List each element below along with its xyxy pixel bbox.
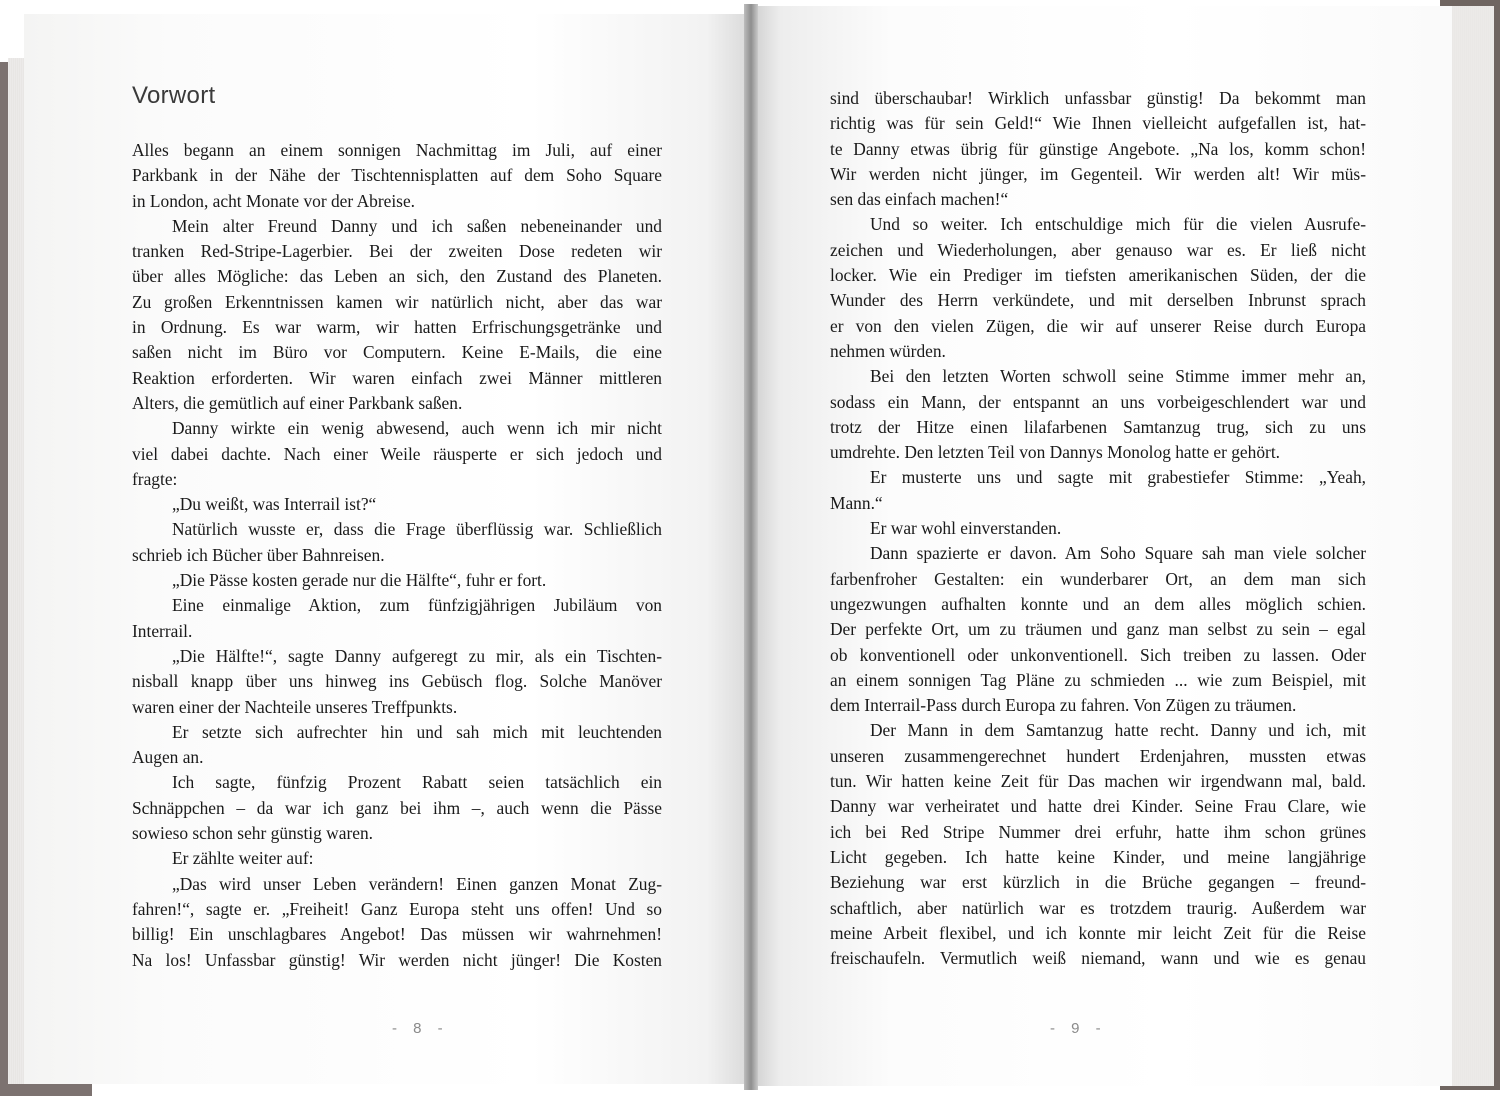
text-line: saßen nicht im Büro vor Computern. Keine E-Mails, die eine xyxy=(132,342,662,363)
text-line: Mein alter Freund Danny und ich saßen nebeneinander und xyxy=(172,215,662,236)
text-line: Er zählte weiter auf: xyxy=(172,848,314,869)
text-line: unseren zusammengerechnet hundert Erdenjahren, mussten etwas xyxy=(830,745,1366,766)
text-line: richtig was für sein Geld!“ Wie Ihnen vielleicht aufgefallen ist, hat- xyxy=(830,113,1366,134)
text-line: ich bei Red Stripe Nummer drei erfuhr, hatte ihm schon grünes xyxy=(830,821,1366,842)
text-line: Alters, die gemütlich auf einer Parkbank saßen. xyxy=(132,392,463,413)
text-line: Reaktion erforderten. Wir waren einfach zwei Männer mittleren xyxy=(132,367,662,388)
page-number-right: - 9 - xyxy=(1050,1020,1107,1037)
text-line: te Danny etwas übrig für günstige Angebote. „Na los, komm schon! xyxy=(830,138,1366,159)
text-line: ungezwungen aufhalten konnte und an dem alles möglich schien. xyxy=(830,593,1366,614)
text-line: in Ordnung. Es war warm, wir hatten Erfrischungsgetränke und xyxy=(132,317,662,338)
text-line: ob konventionell oder unkonventionell. Sich treiben zu lassen. Oder xyxy=(830,644,1366,665)
text-line: Parkbank in der Nähe der Tischtennisplatten auf dem Soho Square xyxy=(132,165,662,186)
text-line: sen das einfach machen!“ xyxy=(830,189,1009,210)
text-line: fahren!“, sagte er. „Freiheit! Ganz Europa steht uns offen! Und so xyxy=(132,898,662,919)
text-line: Zu großen Erkenntnissen kamen wir natürlich nicht, aber das war xyxy=(132,291,662,312)
text-line: Licht gegeben. Ich hatte keine Kinder, und meine langjährige xyxy=(830,846,1366,867)
text-line: Danny wirkte ein wenig abwesend, auch wenn ich mir nicht xyxy=(172,418,662,439)
text-line: Ich sagte, fünfzig Prozent Rabatt seien tatsächlich ein xyxy=(172,772,662,793)
text-line: meine Arbeit flexibel, und ich konnte mir leicht Zeit für die Reise xyxy=(830,922,1366,943)
text-line: waren einer der Nachteile unseres Treffpunkts. xyxy=(132,696,458,717)
text-line: Und so weiter. Ich entschuldige mich für die vielen Ausrufe- xyxy=(870,214,1366,235)
text-line: Mann.“ xyxy=(830,492,883,513)
text-line: schrieb ich Bücher über Bahnreisen. xyxy=(132,544,385,565)
text-line: Augen an. xyxy=(132,747,204,768)
text-line: Interrail. xyxy=(132,620,193,641)
right-page-text xyxy=(830,86,1366,971)
text-line: zeichen und Wiederholungen, aber genauso war es. Er ließ nicht xyxy=(830,239,1366,260)
text-line: sodass ein Mann, der entspannt an uns vorbeigeschlendert war und xyxy=(830,391,1366,412)
text-line: Eine einmalige Aktion, zum fünfzigjährigen Jubiläum von xyxy=(172,595,662,616)
text-line: „Das wird unser Leben verändern! Einen ganzen Monat Zug- xyxy=(172,873,662,894)
text-line: trotz der Hitze einen lilafarbenen Samtanzug trug, sich zu uns xyxy=(830,416,1366,437)
text-line: farbenfroher Gestalten: ein wunderbarer Ort, an dem man sich xyxy=(830,568,1366,589)
text-line: Na los! Unfassbar günstig! Wir werden nicht jünger! Die Kosten xyxy=(132,949,662,970)
text-line: nisball knapp über uns hinweg ins Gebüsch flog. Solche Manöver xyxy=(132,671,662,692)
text-line: schaftlich, aber natürlich war es trotzdem traurig. Außerdem war xyxy=(830,897,1366,918)
text-line: billig! Ein unschlagbares Angebot! Das müssen wir wahrnehmen! xyxy=(132,924,662,945)
text-line: Beziehung war erst kürzlich in die Brüche gegangen – freund- xyxy=(830,872,1366,893)
text-line: Alles begann an einem sonnigen Nachmittag im Juli, auf einer xyxy=(132,140,662,160)
text-line: freischaufeln. Vermutlich weiß niemand, wann und wie es genau xyxy=(830,948,1366,969)
chapter-title: Vorwort xyxy=(132,82,216,109)
text-line: „Du weißt, was Interrail ist?“ xyxy=(172,494,377,515)
book-spine-gutter xyxy=(744,4,758,1090)
text-line: Der perfekte Ort, um zu träumen und ganz man selbst zu sein – egal xyxy=(830,619,1366,640)
text-line: fragte: xyxy=(132,468,178,489)
text-line: Er war wohl einverstanden. xyxy=(870,518,1062,539)
text-line: sowieso schon sehr günstig waren. xyxy=(132,823,374,844)
left-page-text xyxy=(132,138,662,973)
text-line: über alles Mögliche: das Leben an sich, den Zustand des Planeten. xyxy=(132,266,662,287)
text-line: dem Interrail-Pass durch Europa zu fahren. Von Zügen zu träumen. xyxy=(830,695,1297,716)
text-line: tun. Wir hatten keine Zeit für Das machen wir irgendwann mal, bald. xyxy=(830,771,1366,792)
text-line: locker. Wie ein Prediger im tiefsten amerikanischen Süden, der die xyxy=(830,265,1366,286)
text-line: umdrehte. Den letzten Teil von Dannys Monolog hatte er gehört. xyxy=(830,442,1281,463)
text-line: an einem sonnigen Tag Pläne zu schmieden ... wie zum Beispiel, mit xyxy=(830,669,1366,690)
text-line: Schnäppchen – da war ich ganz bei ihm –, auch wenn die Pässe xyxy=(132,797,662,818)
text-line: sind überschaubar! Wirklich unfassbar günstig! Da bekommt man xyxy=(830,88,1366,108)
text-line: in London, acht Monate vor der Abreise. xyxy=(132,190,416,211)
text-line: Wir werden nicht jünger, im Gegenteil. Wir werden alt! Wir müs- xyxy=(830,163,1366,184)
text-line: „Die Hälfte!“, sagte Danny aufgeregt zu mir, als ein Tischten- xyxy=(172,645,662,666)
text-line: tranken Red-Stripe-Lagerbier. Bei der zweiten Dose redeten wir xyxy=(132,241,662,262)
text-line: Er setzte sich aufrechter hin und sah mich mit leuchtenden xyxy=(172,721,662,742)
text-line: Der Mann in dem Samtanzug hatte recht. Danny und ich, mit xyxy=(870,720,1366,741)
page-number-left: - 8 - xyxy=(392,1020,449,1037)
text-line: er von den vielen Zügen, die wir auf unserer Reise durch Europa xyxy=(830,315,1366,336)
text-line: Wunder des Herrn verkündete, und mit derselben Inbrunst sprach xyxy=(830,290,1366,311)
text-line: viel dabei dachte. Nach einer Weile räusperte er sich jedoch und xyxy=(132,443,662,464)
text-line: nehmen würden. xyxy=(830,340,946,361)
text-line: Danny war verheiratet und hatte drei Kinder. Seine Frau Clare, wie xyxy=(830,796,1366,817)
text-line: Dann spazierte er davon. Am Soho Square sah man viele solcher xyxy=(870,543,1366,564)
text-line: Er musterte uns und sagte mit grabestiefer Stimme: „Yeah, xyxy=(870,467,1366,488)
text-line: „Die Pässe kosten gerade nur die Hälfte“, fuhr er fort. xyxy=(172,570,547,591)
text-line: Natürlich wusste er, dass die Frage überflüssig war. Schließlich xyxy=(172,519,662,540)
text-line: Bei den letzten Worten schwoll seine Stimme immer mehr an, xyxy=(870,366,1366,387)
